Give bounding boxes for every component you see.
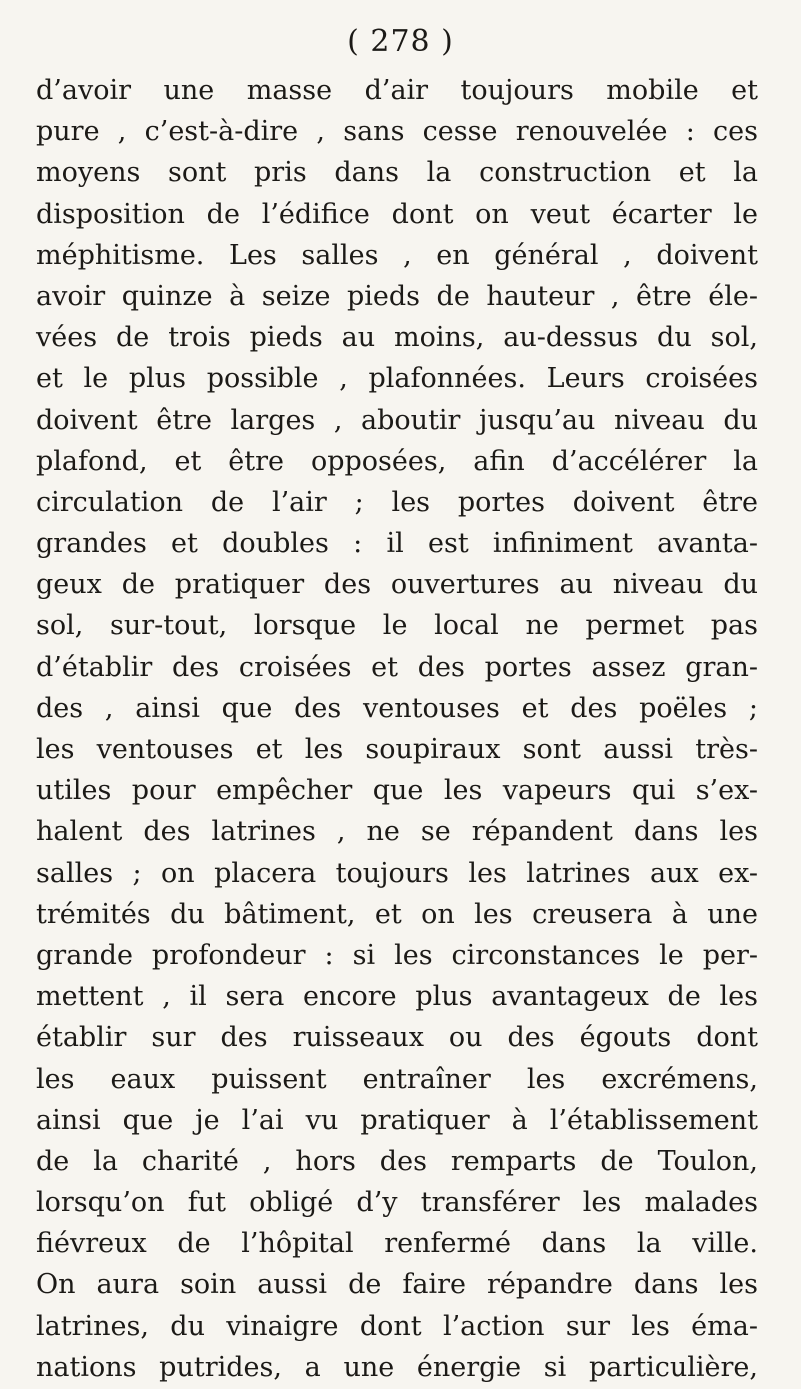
text-line: établir sur des ruisseaux ou des égouts dont xyxy=(36,1022,758,1054)
text-line: pure , c’est-à-dire , sans cesse renouvelée : ces xyxy=(36,116,758,148)
text-line: fiévreux de l’hôpital renfermé dans la ville. xyxy=(36,1228,758,1260)
text-line: moyens sont pris dans la construction et la xyxy=(36,157,758,189)
text-line: doivent être larges , aboutir jusqu’au niveau du xyxy=(36,404,758,436)
text-line: utiles pour empêcher que les vapeurs qui s’ex- xyxy=(36,775,758,807)
text-line: mettent , il sera encore plus avantageux de les xyxy=(36,981,758,1013)
text-line: latrines, du vinaigre dont l’action sur les éma- xyxy=(36,1310,758,1342)
text-line: trémités du bâtiment, et on les creusera à une xyxy=(36,898,758,930)
text-line: grande profondeur : si les circonstances le per- xyxy=(36,939,758,971)
text-line: sol, sur-tout, lorsque le local ne permet pas xyxy=(36,610,758,642)
text-line: ainsi que je l’ai vu pratiquer à l’établissement xyxy=(36,1104,758,1136)
text-line: lorsqu’on fut obligé d’y transférer les malades xyxy=(36,1187,758,1219)
text-line: des , ainsi que des ventouses et des poëles ; xyxy=(36,692,758,724)
text-line: méphitisme. Les salles , en général , doivent xyxy=(36,239,758,271)
text-line: disposition de l’édifice dont on veut écarter le xyxy=(36,198,758,230)
text-line: geux de pratiquer des ouvertures au niveau du xyxy=(36,569,758,601)
page-number: ( 278 ) xyxy=(347,24,454,59)
text-line: vées de trois pieds au moins, au-dessus du sol, xyxy=(36,322,758,354)
text-line: salles ; on placera toujours les latrines aux ex- xyxy=(36,857,758,889)
text-line: grandes et doubles : il est infiniment avanta- xyxy=(36,528,758,560)
text-line: les eaux puissent entraîner les excrémens, xyxy=(36,1063,758,1095)
text-line: nations putrides, a une énergie si particulière, xyxy=(36,1351,758,1383)
text-line: halent des latrines , ne se répandent dans les xyxy=(36,816,758,848)
text-line: avoir quinze à seize pieds de hauteur , être éle- xyxy=(36,280,758,312)
text-line: circulation de l’air ; les portes doivent être xyxy=(36,486,758,518)
text-line: d’avoir une masse d’air toujours mobile et xyxy=(36,75,758,106)
text-line: plafond, et être opposées, afin d’accélérer la xyxy=(36,445,758,477)
text-line: et le plus possible , plafonnées. Leurs croisées xyxy=(36,363,758,395)
text-line: les ventouses et les soupiraux sont aussi très- xyxy=(36,734,758,765)
text-line: d’établir des croisées et des portes assez gran- xyxy=(36,651,758,683)
body-text xyxy=(36,70,758,1388)
text-line: On aura soin aussi de faire répandre dans les xyxy=(36,1269,758,1301)
text-line: de la charité , hors des remparts de Toulon, xyxy=(36,1145,758,1177)
